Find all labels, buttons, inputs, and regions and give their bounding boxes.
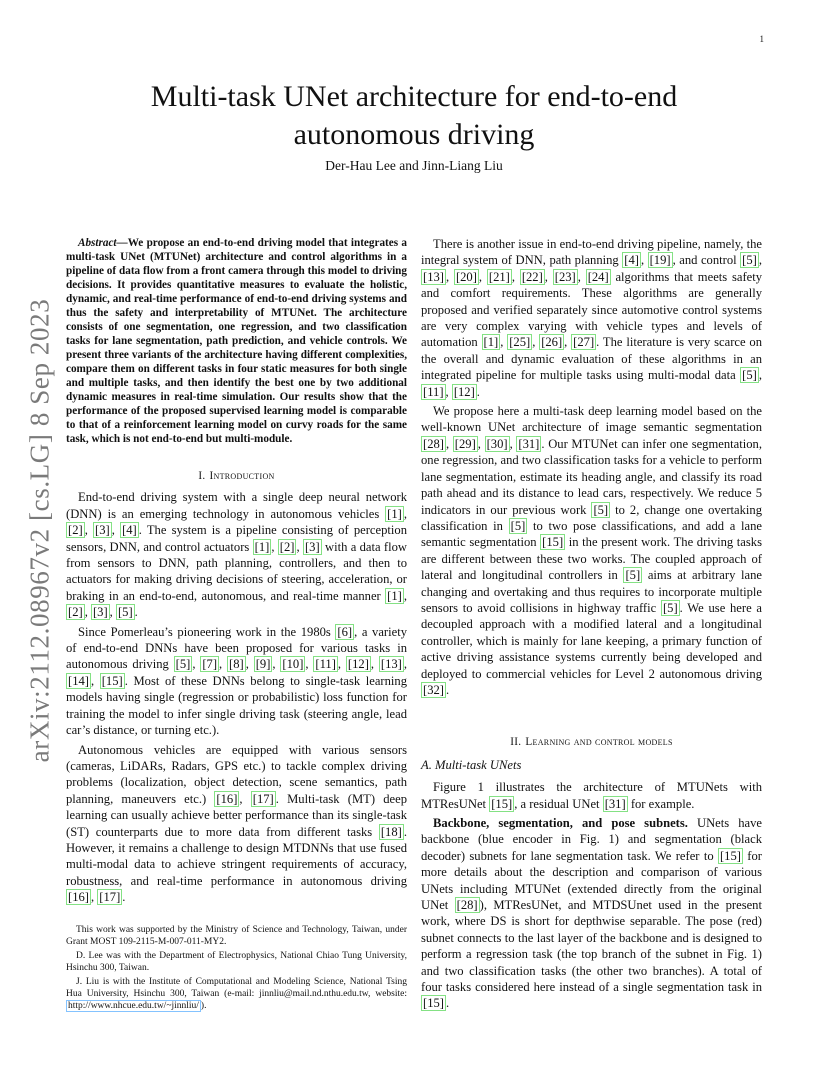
paragraph: Figure 1 illustrates the architecture of MTUNets with MTResUNet [15] , a residual UNet [31] for example. [421,780,762,811]
citation-link[interactable]: [7] [202,657,218,672]
citation-link[interactable]: [5] [593,502,609,517]
footnote: J. Liu is with the Institute of Computational and Modeling Science, National Tsing Hua University, Hsinchu 300, Taiwan (e-mail: jinnliu@mail.nd.nthu.edu.tw, website: http://www.nhcue.edu.tw/~jinnliu/ ). [66,976,407,1011]
citation-link[interactable]: [12] [453,384,475,399]
arxiv-identifier [22,295,58,765]
citation-link[interactable]: [6] [337,624,353,639]
citation-link[interactable]: [31] [604,796,626,811]
citation-link[interactable]: [10] [282,657,304,672]
paragraph: We propose here a multi-task deep learning model based on the well-known UNet architecture of image semantic segmentation [28] , [29] , [30] , [31] . Our MTUNet can infer one segmentation, one regression, and two classification tasks for a vehicle to perform lane segmentation, estimate its heading angle, and classify its road path ahead and its distance to lead cars, respectively. We reduce 5 indicators in our previous work [5] to 2, change one overtaking classification in [5] to two pose classifications, and add a lane semantic segmentation [15] in the present work. The driving tasks are different between these two works. The coupled approach of lateral and longitudinal controllers in [5] aims at arbitrary lane changing and overtaking and thus requires to incorporate multiple sensors to avoid collisions in highway traffic [5] . We use here a decoupled approach with a modified lateral and a longitudinal controller, which is mainly for lane keeping, a primary function of active driving assistance systems currently being developed and deployed to commercial vehicles for Level 2 autonomous driving [32] . [421,404,763,697]
citation-link[interactable]: [11] [315,657,336,672]
citation-link[interactable]: [20] [455,269,477,284]
citation-link[interactable]: [28] [456,898,478,913]
citation-link[interactable]: [25] [509,335,531,350]
citation-link[interactable]: [3] [92,605,108,620]
paragraph: There is another issue in end-to-end driving pipeline, namely, the integral system of DNN, path planning [4] , [19] , and control [5] , [13] , [20] , [21] , [22] , [23] , [24] algorithms that meets safety and comfort requirements. These algorithms are generally proposed and verified separately since automotive control systems are very complex varying with vehicle types and levels of automation [1] , [25] , [26] , [27] . The literature is very scarce on the overall and dynamic evaluation of these algorithms in an integrated pipeline for multiple tasks using multi-modal data [5] , [11] , [12] . [421,237,763,399]
abstract [66,236,407,446]
citation-link[interactable]: [24] [587,269,609,284]
citation-link[interactable]: [9] [255,657,271,672]
paragraph: Since Pomerleau’s pioneering work in the 1980s [6] , a variety of end-to-end DNNs have been proposed for various tasks in autonomous driving [5] , [7] , [8] , [9] , [10] , [11] , [12] , [13] , [14] , [15] . Most of these DNNs belong to single-task learning models having single (regression or probabilistic) loss function for training the model to infer single driving task (steering angle, lead car’s distance, or turning etc.). [66,624,408,738]
citation-link[interactable]: [26] [541,335,563,350]
citation-link[interactable]: [5] [175,657,191,672]
citation-link[interactable]: [1] [387,506,402,521]
paragraph-heading: Backbone, segmentation, and pose subnets. [433,816,688,830]
subsection-heading: A. Multi-task UNets [421,757,522,772]
paper-title: Multi-task UNet architecture for end-to-end autonomous driving [150,80,678,151]
citation-link[interactable]: [22] [521,269,543,284]
section-title: Introduction [209,470,275,482]
citation-link[interactable]: [5] [625,568,641,583]
section-number: II. [510,736,522,749]
citation-link[interactable]: [21] [488,269,510,284]
section-title: Learning and control models [525,736,673,749]
citation-link[interactable]: [15] [491,796,513,811]
abstract-text: We propose an end-to-end driving model that integrates a multi-task UNet (MTUNet) architecture and control algorithms in a pipeline of data flow from a front camera through this model to driving decisions. It provides quantitative measures to evaluate the holistic, dynamic, and real-time performance of end-to-end driving systems and thus the safety and interpretability of MTUNet. The architecture consists of one segmentation, one regression, and two classification tasks for lane segmentation, path prediction, and vehicle controls. We present three variants of the architecture having different complexities, compare them on different tasks in four static measures for both single and multiple tasks, and then identify the best one by two additional dynamic measures in real-time simulation. Our results show that the performance of the proposed supervised learning model is comparable to that of a reinforcement learning model on curvy roads for the same task, which is not end-to-end but multi-module. [66,237,407,445]
citation-link[interactable]: [5] [510,518,526,533]
page-number: 1 [759,34,764,44]
citation-link[interactable]: [5] [742,253,757,268]
citation-link[interactable]: [1] [387,588,402,603]
citation-link[interactable]: [15] [101,673,123,688]
citation-link[interactable]: [27] [573,335,595,350]
citation-link[interactable]: [32] [423,682,444,697]
citation-link[interactable]: [13] [380,657,402,672]
citation-link[interactable]: [5] [662,600,678,615]
arxiv-identifier-text: arXiv:2112.08967v2 [cs.LG] 8 Sep 2023 [24,298,55,762]
section-heading-learning-and-control [421,734,762,750]
citation-link[interactable]: [5] [742,368,757,383]
paragraph: Backbone, segmentation, and pose subnets. UNets have backbone (blue encoder in Fig. 1) and segmentation (black decoder) subnets for lane segmentation task. We refer to [15] for more details about the description and comparison of various UNets including MTUNet (extended directly from the original UNet [28] ), MTResUNet, and MTDSUnet used in the present work, where DS is short for depthwise separable. The pose (red) subnet connects to the last layer of the backbone and is designed to perform a regression task (the top branch of the subnet in Fig. 1) and two classification tasks (the other two branches). A total of four tasks considered here instead of a single segmentation task in [15] . [421,816,762,1011]
citation-link[interactable]: [3] [304,539,320,554]
citation-link[interactable]: [19] [649,253,671,268]
citation-link[interactable]: [14] [68,673,89,688]
citation-link[interactable]: [15] [719,848,741,863]
right-column [421,236,762,1015]
citation-link[interactable]: [17] [99,890,121,905]
citation-link[interactable]: [18] [380,824,402,839]
citation-link[interactable]: [3] [95,523,110,538]
section-number: I. [198,470,206,482]
paper-authors: Der-Hau Lee and Jinn-Liang Liu [325,158,503,173]
citation-link[interactable]: [1] [254,539,270,554]
section-heading-introduction [66,468,407,484]
citation-link[interactable]: [12] [347,657,369,672]
website-link[interactable]: http://www.nhcue.edu.tw/~jinnliu/ [68,1000,199,1011]
citation-link[interactable]: [4] [624,253,639,268]
abstract-label: Abstract— [78,237,128,249]
citation-link[interactable]: [1] [483,335,499,350]
footnotes [66,924,407,1012]
citation-link[interactable]: [16] [216,791,238,806]
citation-link[interactable]: [2] [279,539,295,554]
citation-link[interactable]: [2] [68,605,83,620]
citation-link[interactable]: [15] [542,535,564,550]
citation-link[interactable]: [30] [486,436,508,451]
paragraph: Autonomous vehicles are equipped with various sensors (cameras, LiDARs, Radars, GPS etc.) to tackle complex driving problems (localization, object detection, scene semantics, path planning, maneuvers etc.) [16] , [17] . Multi-task (MT) deep learning can usually achieve better performance than its single-task (ST) counterparts due to more data from different tasks [18] . However, it remains a challenge to design MTDNNs that use fused multi-modal data to achieve stringent requirements of accuracy, robustness, and real-time performance in autonomous driving [16] , [17] . [66,742,408,905]
citation-link[interactable]: [13] [423,269,444,284]
citation-link[interactable]: [11] [423,384,444,399]
citation-link[interactable]: [23] [554,269,576,284]
citation-link[interactable]: [29] [454,436,476,451]
citation-link[interactable]: [8] [229,657,244,672]
paragraph: End-to-end driving system with a single deep neural network (DNN) is an emerging technology in autonomous vehicles [1] , [2] , [3] , [4] . The system is a pipeline consisting of perception sensors, DNN, and control actuators [1] , [2] , [3] with a data flow from sensors to DNN, path planning, controllers, and then to actuators for making driving decisions of steering, acceleration, or braking in an end-to-end, autonomous, and real-time manner [1] , [2] , [3] , [5] . [66,490,408,620]
citation-link[interactable]: [2] [68,523,83,538]
citation-link[interactable]: [28] [423,436,444,451]
citation-link[interactable]: [5] [117,605,133,620]
citation-link[interactable]: [15] [423,996,444,1011]
footnote: D. Lee was with the Department of Electrophysics, National Chiao Tung University, Hsinchu 300, Taiwan. [66,950,407,973]
citation-link[interactable]: [17] [252,791,274,806]
citation-link[interactable]: [16] [68,890,89,905]
footnote: This work was supported by the Ministry of Science and Technology, Taiwan, under Grant MOST 109-2115-M-007-011-MY2. [66,924,407,947]
citation-link[interactable]: [31] [518,436,540,451]
left-column [66,236,407,1014]
citation-link[interactable]: [4] [122,523,137,538]
